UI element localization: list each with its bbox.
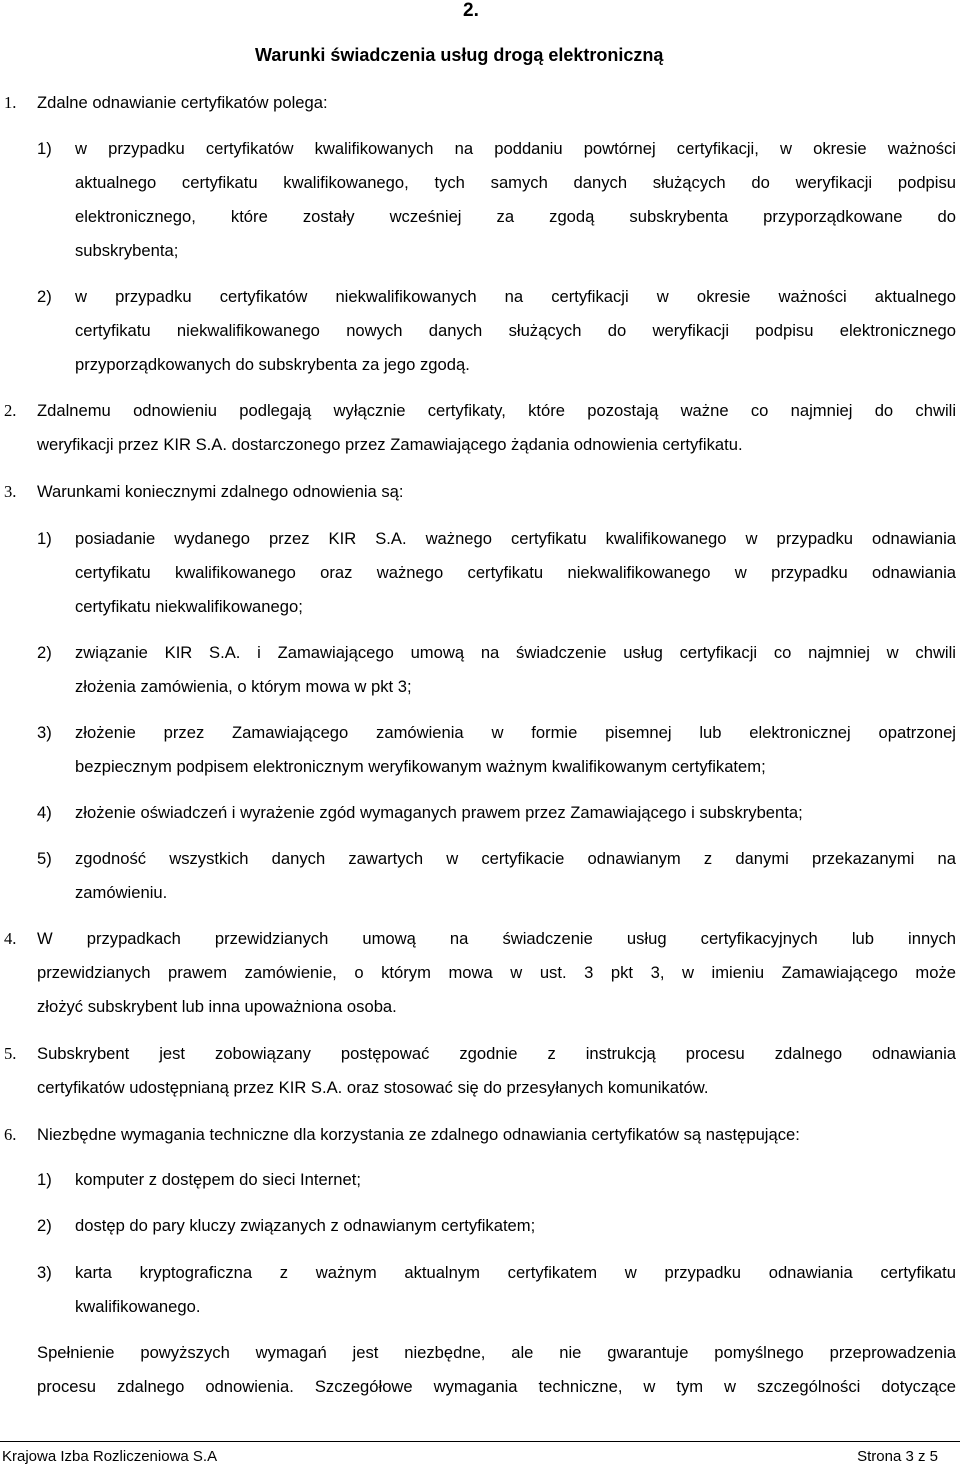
p3-item-1-line-1: posiadanie wydanego przez KIR S.A. ważnego certyfikatu kwalifikowanego w przypadku odnawiania xyxy=(75,529,956,548)
p3-item-3-number: 3) xyxy=(37,723,52,742)
footer-divider xyxy=(0,1441,960,1442)
footer-page-number: Strona 3 z 5 xyxy=(857,1448,938,1465)
p3-item-4-number: 4) xyxy=(37,803,52,822)
paragraph-3-number: 3. xyxy=(4,482,17,501)
p3-item-1-line-2: certyfikatu kwalifikowanego oraz ważnego certyfikatu niekwalifikowanego w przypadku odnawiania xyxy=(75,563,956,582)
p3-item-3-line-1: złożenie przez Zamawiającego zamówienia w formie pisemnej lub elektronicznej opatrzonej xyxy=(75,723,956,742)
paragraph-5-line-2: certyfikatów udostępnianą przez KIR S.A. oraz stosować się do przesyłanych komunikatów. xyxy=(37,1078,709,1097)
p3-item-5-line-1: zgodność wszystkich danych zawartych w certyfikacie odnawianym z danymi przekazanymi na xyxy=(75,849,956,868)
p3-item-3-line-2: bezpiecznym podpisem elektronicznym weryfikowanym ważnym kwalifikowanym certyfikatem; xyxy=(75,757,766,776)
p1-item-1-line-3: elektronicznego, które zostały wcześniej za zgodą subskrybenta przyporządkowane do xyxy=(75,207,956,226)
p6-item-2-line-1: dostęp do pary kluczy związanych z odnawianym certyfikatem; xyxy=(75,1216,536,1235)
p1-item-1-number: 1) xyxy=(37,139,52,158)
p6-item-3-line-2: kwalifikowanego. xyxy=(75,1297,201,1316)
paragraph-3-text: Warunkami koniecznymi zdalnego odnowienia są: xyxy=(37,482,404,501)
p6-item-2-number: 2) xyxy=(37,1216,52,1235)
p3-item-2-number: 2) xyxy=(37,643,52,662)
paragraph-4-number: 4. xyxy=(4,929,17,948)
paragraph-5-number: 5. xyxy=(4,1044,17,1063)
footer-company: Krajowa Izba Rozliczeniowa S.A xyxy=(2,1448,218,1465)
paragraph-2-line-2: weryfikacji przez KIR S.A. dostarczonego przez Zamawiającego żądania odnowienia certyfikatu. xyxy=(37,435,743,454)
paragraph-2-number: 2. xyxy=(4,401,17,420)
p6-item-1-line-1: komputer z dostępem do sieci Internet; xyxy=(75,1170,361,1189)
p6-item-3-number: 3) xyxy=(37,1263,52,1282)
paragraph-4-line-3: złożyć subskrybent lub inna upoważniona osoba. xyxy=(37,997,397,1016)
paragraph-2-line-1: Zdalnemu odnowieniu podlegają wyłącznie certyfikaty, które pozostają ważne co najmniej do chwili xyxy=(37,401,956,420)
closing-line-1: Spełnienie powyższych wymagań jest niezbędne, ale nie gwarantuje pomyślnego przeprowadzenia xyxy=(37,1343,956,1362)
p1-item-1-line-1: w przypadku certyfikatów kwalifikowanych na poddaniu powtórnej certyfikacji, w okresie ważności xyxy=(75,139,956,158)
paragraph-4-line-1: W przypadkach przewidzianych umową na świadczenie usług certyfikacyjnych lub innych xyxy=(37,929,956,948)
p1-item-2-number: 2) xyxy=(37,287,52,306)
p3-item-5-number: 5) xyxy=(37,849,52,868)
p1-item-2-line-3: przyporządkowanych do subskrybenta za jego zgodą. xyxy=(75,355,470,374)
p3-item-5-line-2: zamówieniu. xyxy=(75,883,168,902)
p6-item-1-number: 1) xyxy=(37,1170,52,1189)
paragraph-6-number: 6. xyxy=(4,1125,17,1144)
paragraph-6-text: Niezbędne wymagania techniczne dla korzystania ze zdalnego odnawiania certyfikatów są następujące: xyxy=(37,1125,800,1144)
paragraph-5-line-1: Subskrybent jest zobowiązany postępować zgodnie z instrukcją procesu zdalnego odnawiania xyxy=(37,1044,956,1063)
p3-item-2-line-1: związanie KIR S.A. i Zamawiającego umową na świadczenie usług certyfikacji co najmniej w chwili xyxy=(75,643,956,662)
p3-item-1-number: 1) xyxy=(37,529,52,548)
paragraph-1-text: Zdalne odnawianie certyfikatów polega: xyxy=(37,93,328,112)
p1-item-1-line-2: aktualnego certyfikatu kwalifikowanego, tych samych danych służących do weryfikacji podpisu xyxy=(75,173,956,192)
p1-item-2-line-1: w przypadku certyfikatów niekwalifikowanych na certyfikacji w okresie ważności aktualnego xyxy=(75,287,956,306)
section-number: 2. xyxy=(463,0,479,21)
section-title: Warunki świadczenia usług drogą elektroniczną xyxy=(255,45,664,65)
p6-item-3-line-1: karta kryptograficzna z ważnym aktualnym certyfikatem w przypadku odnawiania certyfikatu xyxy=(75,1263,956,1282)
p1-item-1-line-4: subskrybenta; xyxy=(75,241,179,260)
p3-item-1-line-3: certyfikatu niekwalifikowanego; xyxy=(75,597,303,616)
closing-line-2: procesu zdalnego odnowienia. Szczegółowe wymagania techniczne, w tym w szczególności dotyczące xyxy=(37,1377,956,1396)
paragraph-1-number: 1. xyxy=(4,93,17,112)
p3-item-4-line-1: złożenie oświadczeń i wyrażenie zgód wymaganych prawem przez Zamawiającego i subskrybenta; xyxy=(75,803,803,822)
p3-item-2-line-2: złożenia zamówienia, o którym mowa w pkt 3; xyxy=(75,677,412,696)
paragraph-4-line-2: przewidzianych prawem zamówienie, o którym mowa w ust. 3 pkt 3, w imieniu Zamawiającego może xyxy=(37,963,956,982)
p1-item-2-line-2: certyfikatu niekwalifikowanego nowych danych służących do weryfikacji podpisu elektronicznego xyxy=(75,321,956,340)
